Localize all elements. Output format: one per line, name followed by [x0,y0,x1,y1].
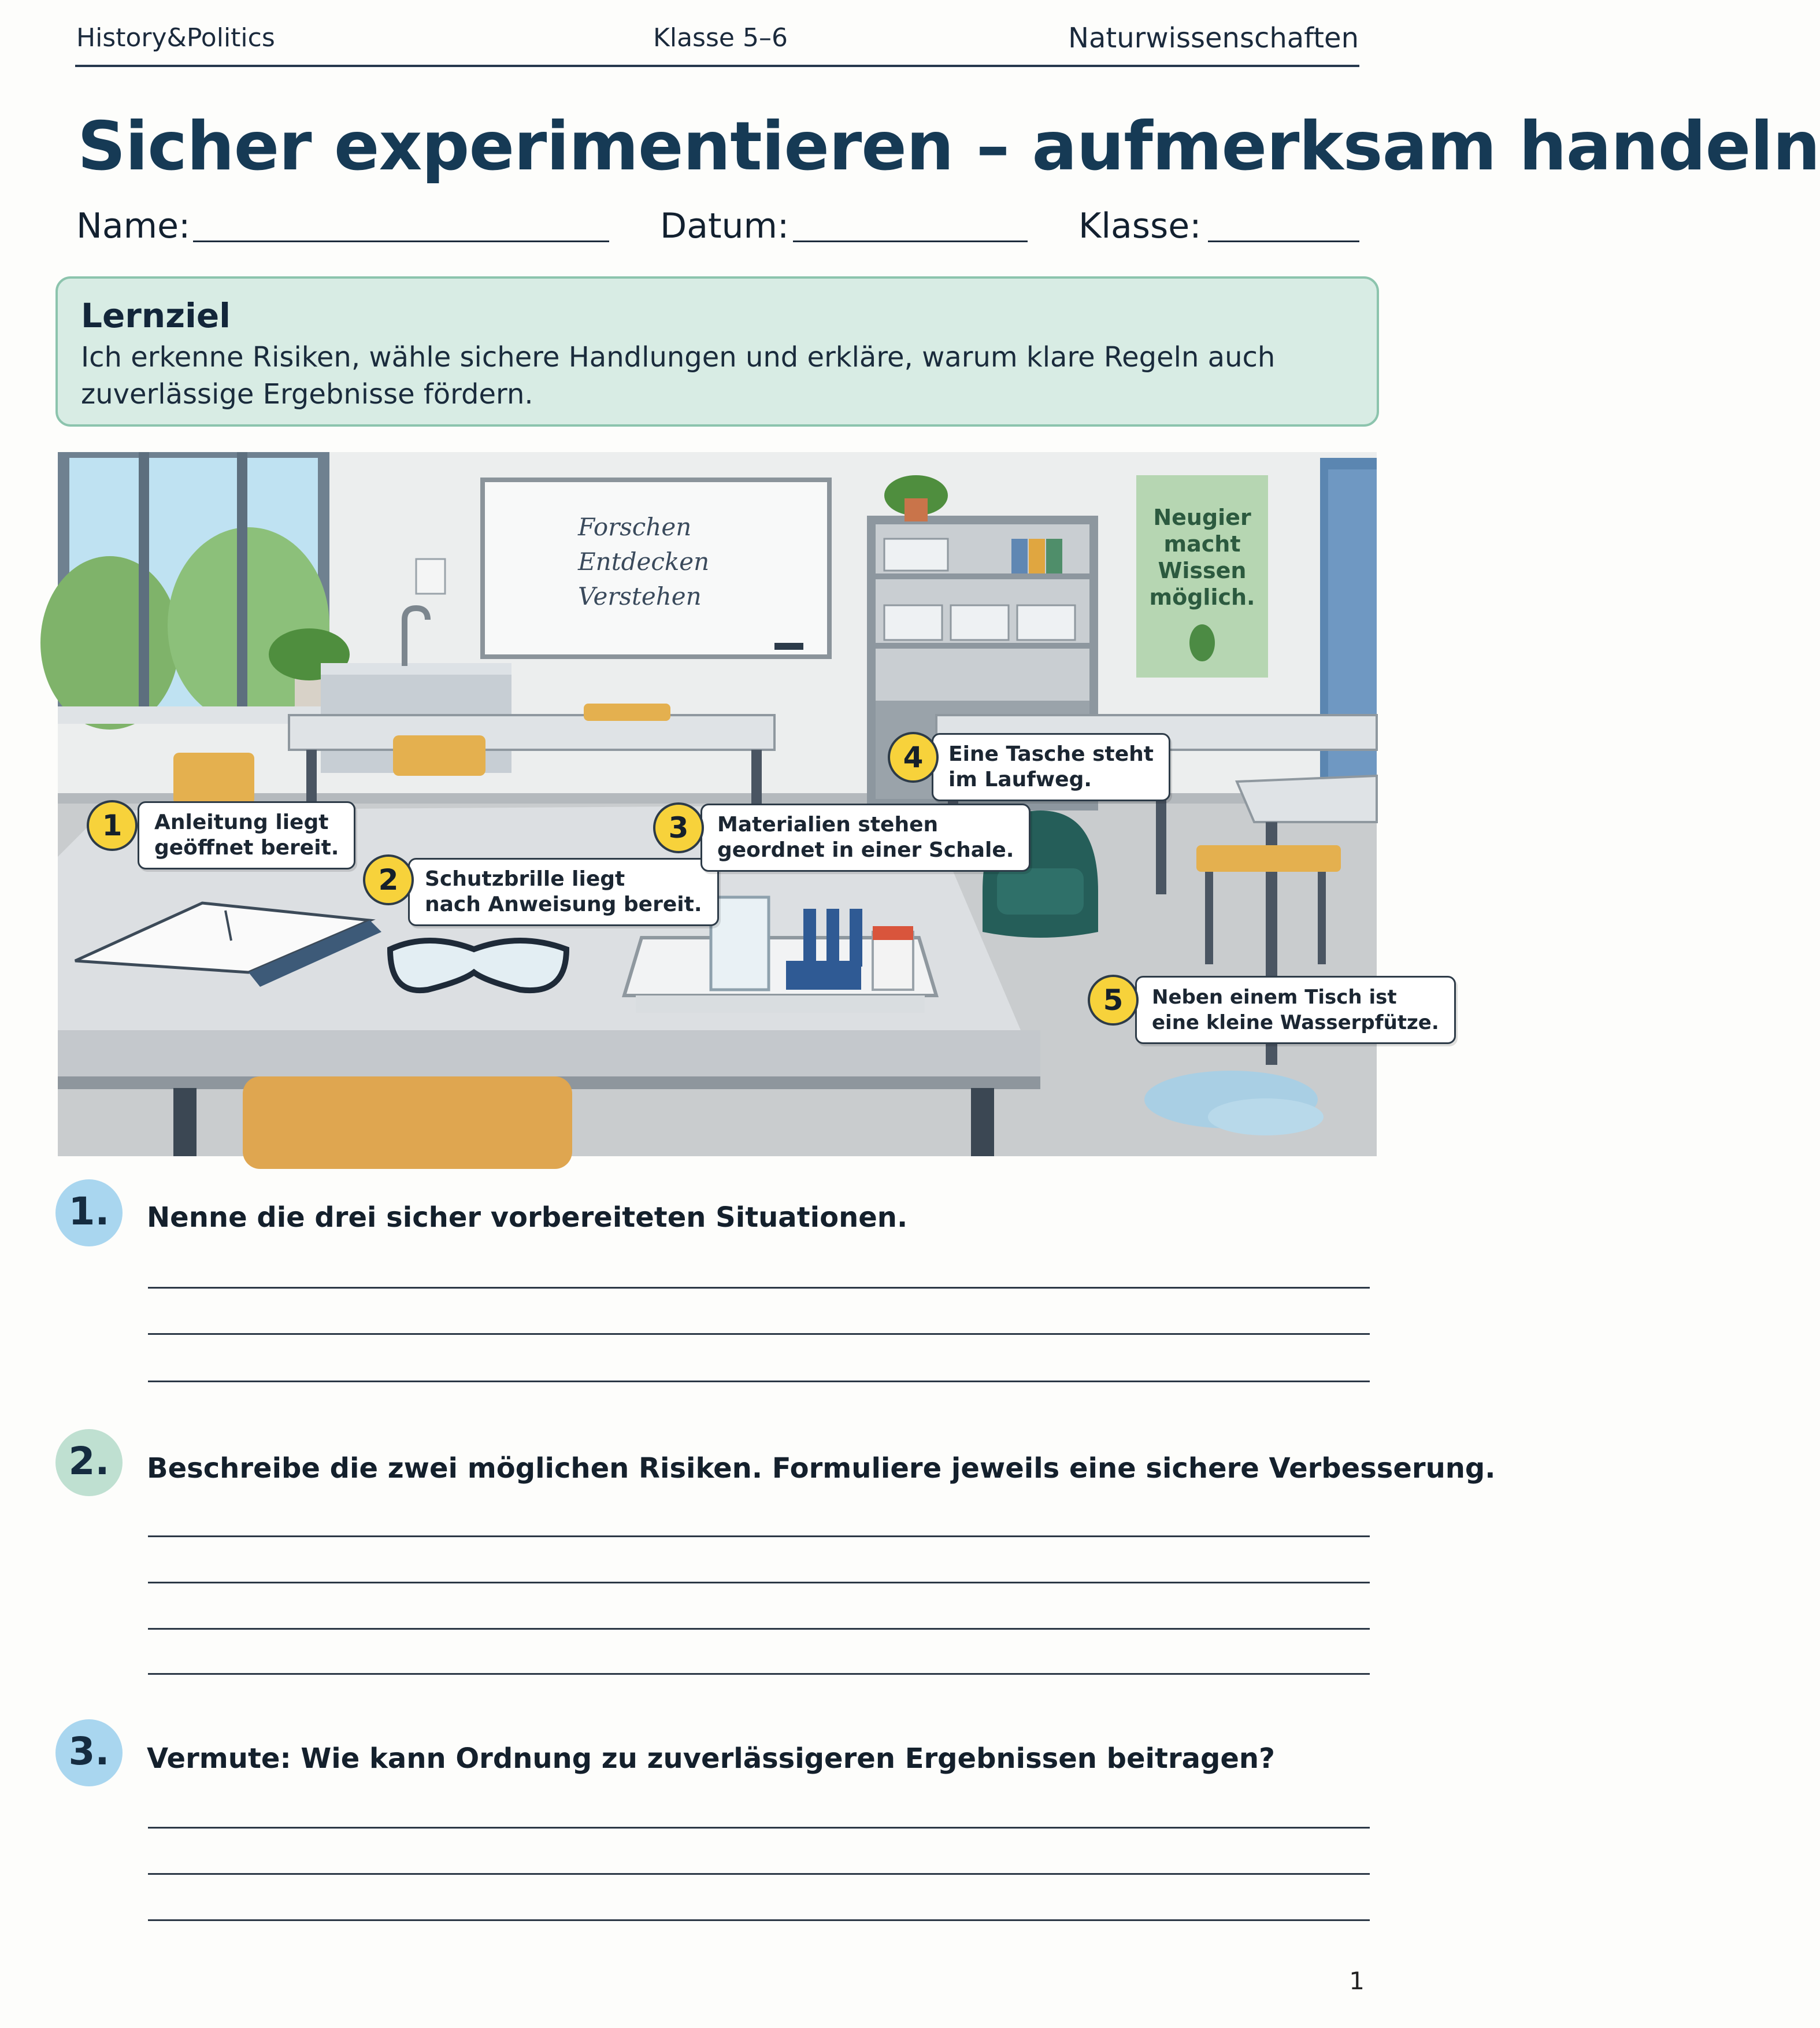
callout-number-2: 2 [363,854,414,905]
answer-line[interactable] [148,1535,1370,1537]
question-text-3: Vermute: Wie kann Ordnung zu zuverlässigeren Ergebnissen beitragen? [147,1742,1275,1775]
callout-number-4: 4 [888,732,939,783]
header-subject-left: History&Politics [76,23,275,53]
whiteboard-text [578,510,709,614]
learning-goal-text: Ich erkenne Risiken, wähle sichere Handlungen und erkläre, warum klare Regeln auch zuverlässige Ergebnisse fördern. [81,341,1276,410]
answer-line[interactable] [148,1873,1370,1875]
date-field[interactable] [793,240,1028,242]
callout-number-5: 5 [1088,975,1139,1026]
question-number-3: 3. [55,1719,123,1786]
question-text-2: Beschreibe die zwei möglichen Risiken. Formuliere jeweils eine sichere Verbesserung. [147,1452,1496,1485]
classroom-illustration [58,452,1439,1156]
page-title: Sicher experimentieren – aufmerksam handeln [77,108,1820,186]
poster-line: möglich. [1149,584,1255,610]
answer-line[interactable] [148,1628,1370,1630]
callout-line: Materialien stehen [717,813,939,837]
callout-number-3: 3 [653,802,704,853]
callout-line: geöffnet bereit. [154,836,339,860]
date-label: Datum: [660,206,789,246]
callout-line: Eine Tasche steht [948,742,1154,766]
callout-4 [932,733,1170,801]
callout-line: Anleitung liegt [154,811,329,834]
question-text-1: Nenne die drei sicher vorbereiteten Situationen. [147,1201,908,1234]
whiteboard-line: Entdecken [578,547,710,576]
callout-line: eine kleine Wasserpfütze. [1152,1011,1439,1034]
question-number-1: 1. [55,1179,123,1246]
callout-line: Neben einem Tisch ist [1152,986,1397,1009]
answer-line[interactable] [148,1287,1370,1289]
whiteboard-line: Verstehen [578,582,702,610]
callout-3 [700,804,1031,872]
poster-line: Neugier [1153,505,1251,530]
page-number: 1 [1349,1967,1365,1995]
header-grade: Klasse 5–6 [653,23,788,53]
callout-line: im Laufweg. [948,768,1092,791]
header-subject-right: Naturwissenschaften [1068,22,1359,54]
answer-line[interactable] [148,1582,1370,1583]
poster-line: macht [1163,531,1241,557]
callout-line: nach Anweisung bereit. [425,893,702,916]
callout-number-1: 1 [87,800,138,851]
callout-1 [138,801,355,869]
answer-line[interactable] [148,1827,1370,1829]
classroom-poster [1136,504,1268,610]
question-number-2: 2. [55,1429,123,1496]
answer-line[interactable] [148,1381,1370,1382]
header-divider [75,65,1359,67]
answer-line[interactable] [148,1919,1370,1921]
class-field[interactable] [1208,240,1359,242]
poster-line: Wissen [1158,558,1247,583]
learning-goal-heading: Lernziel [81,296,231,335]
answer-line[interactable] [148,1333,1370,1335]
name-field[interactable] [193,240,609,242]
name-label: Name: [76,206,191,246]
callout-line: Schutzbrille liegt [425,867,625,891]
callout-5 [1135,976,1456,1044]
learning-goal-box [55,276,1379,427]
answer-line[interactable] [148,1673,1370,1675]
callout-line: geordnet in einer Schale. [717,838,1014,862]
callout-2 [408,858,719,926]
whiteboard-line: Forschen [578,513,692,541]
class-label: Klasse: [1078,206,1202,246]
